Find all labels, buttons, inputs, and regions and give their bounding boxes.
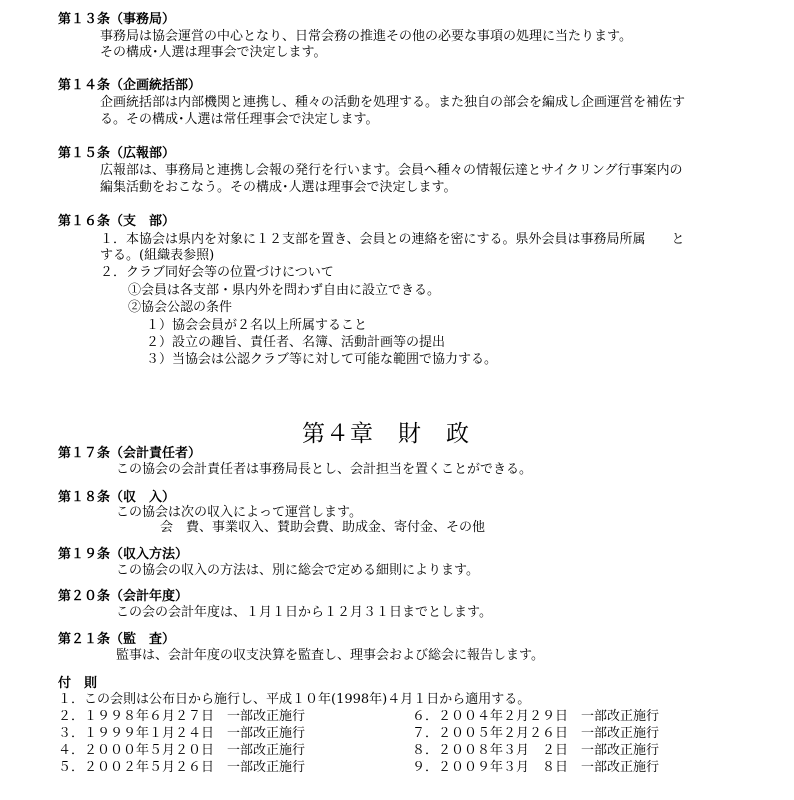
supplementary-item-9: ９．２００９年３月 ８日 一部改正施行 xyxy=(412,760,660,775)
supplementary-item-2: ２．１９９８年６月２７日 一部改正施行 xyxy=(58,709,306,724)
supplementary-item-5: ５．２００２年５月２６日 一部改正施行 xyxy=(58,760,306,775)
article-18-heading: 第１８条（収 入） xyxy=(58,490,176,505)
article-18-line-1: この協会は次の収入によって運営します。 xyxy=(116,505,362,520)
article-15-line-2: 編集活動をおこなう。その構成･人選は理事会で決定します。 xyxy=(100,180,457,195)
article-20-line-1: この会の会計年度は、１月１日から１２月３１日までとします。 xyxy=(116,605,492,620)
article-15-heading: 第１５条（広報部） xyxy=(58,146,176,161)
article-16-line-8: ３）当協会は公認クラブ等に対して可能な範囲で協力する。 xyxy=(146,352,498,367)
supplementary-item-1: １．この会則は公布日から施行し、平成１０年(1998年)４月１日から適用する。 xyxy=(58,692,531,707)
supplementary-item-7: ７．２００５年２月２６日 一部改正施行 xyxy=(412,726,660,741)
article-16-line-3: ２．クラブ同好会等の位置づけについて xyxy=(100,265,334,280)
article-14-heading: 第１４条（企画統括部） xyxy=(58,78,202,93)
article-16-line-2: する。(組織表参照) xyxy=(100,248,215,263)
article-21-line-1: 監事は、会計年度の収支決算を監査し、理事会および総会に報告します。 xyxy=(116,648,544,663)
supplementary-item-6: ６．２００４年２月２９日 一部改正施行 xyxy=(412,709,660,724)
article-16-line-7: ２）設立の趣旨、責任者、名簿、活動計画等の提出 xyxy=(146,335,446,350)
article-16-line-1: １．本協会は県内を対象に１２支部を置き、会員との連絡を密にする。県外会員は事務局所属 と xyxy=(100,232,685,247)
article-16-line-5: ②協会公認の条件 xyxy=(128,300,233,315)
chapter-title: 第４章 財 政 xyxy=(302,421,470,447)
article-16-line-6: １）協会会員が２名以上所属すること xyxy=(146,318,368,333)
article-14-line-1: 企画統括部は内部機関と連携し、種々の活動を処理する。また独自の部会を編成し企画運営を補佐す xyxy=(100,95,686,110)
article-19-heading: 第１９条（収入方法） xyxy=(58,547,189,562)
supplementary-heading: 付 則 xyxy=(58,676,98,691)
article-13-line-2: その構成･人選は理事会で決定します。 xyxy=(100,45,327,60)
article-16-line-4: ①会員は各支部・県内外を問わず自由に設立できる。 xyxy=(128,283,441,298)
article-20-heading: 第２０条（会計年度） xyxy=(58,589,189,604)
article-21-heading: 第２１条（監 査） xyxy=(58,632,176,647)
article-19-line-1: この協会の収入の方法は、別に総会で定める細則によります。 xyxy=(116,563,479,578)
article-13-line-1: 事務局は協会運営の中心となり、日常会務の推進その他の必要な事項の処理に当たります。 xyxy=(100,29,632,44)
article-15-line-1: 広報部は、事務局と連携し会報の発行を行います。会員へ種々の情報伝達とサイクリング行事案内の xyxy=(100,163,683,178)
article-16-heading: 第１６条（支 部） xyxy=(58,214,176,229)
article-13-heading: 第１３条（事務局） xyxy=(58,12,176,27)
article-14-line-2: る。その構成･人選は常任理事会で決定します。 xyxy=(100,112,379,127)
article-17-heading: 第１７条（会計責任者） xyxy=(58,446,202,461)
article-17-line-1: この協会の会計責任者は事務局長とし、会計担当を置くことができる。 xyxy=(116,462,533,477)
supplementary-item-4: ４．２０００年５月２０日 一部改正施行 xyxy=(58,743,306,758)
supplementary-item-3: ３．１９９９年１月２４日 一部改正施行 xyxy=(58,726,306,741)
article-18-line-2: 会 費、事業収入、賛助会費、助成金、寄付金、その他 xyxy=(160,520,486,535)
supplementary-item-8: ８．２００８年３月 ２日 一部改正施行 xyxy=(412,743,660,758)
